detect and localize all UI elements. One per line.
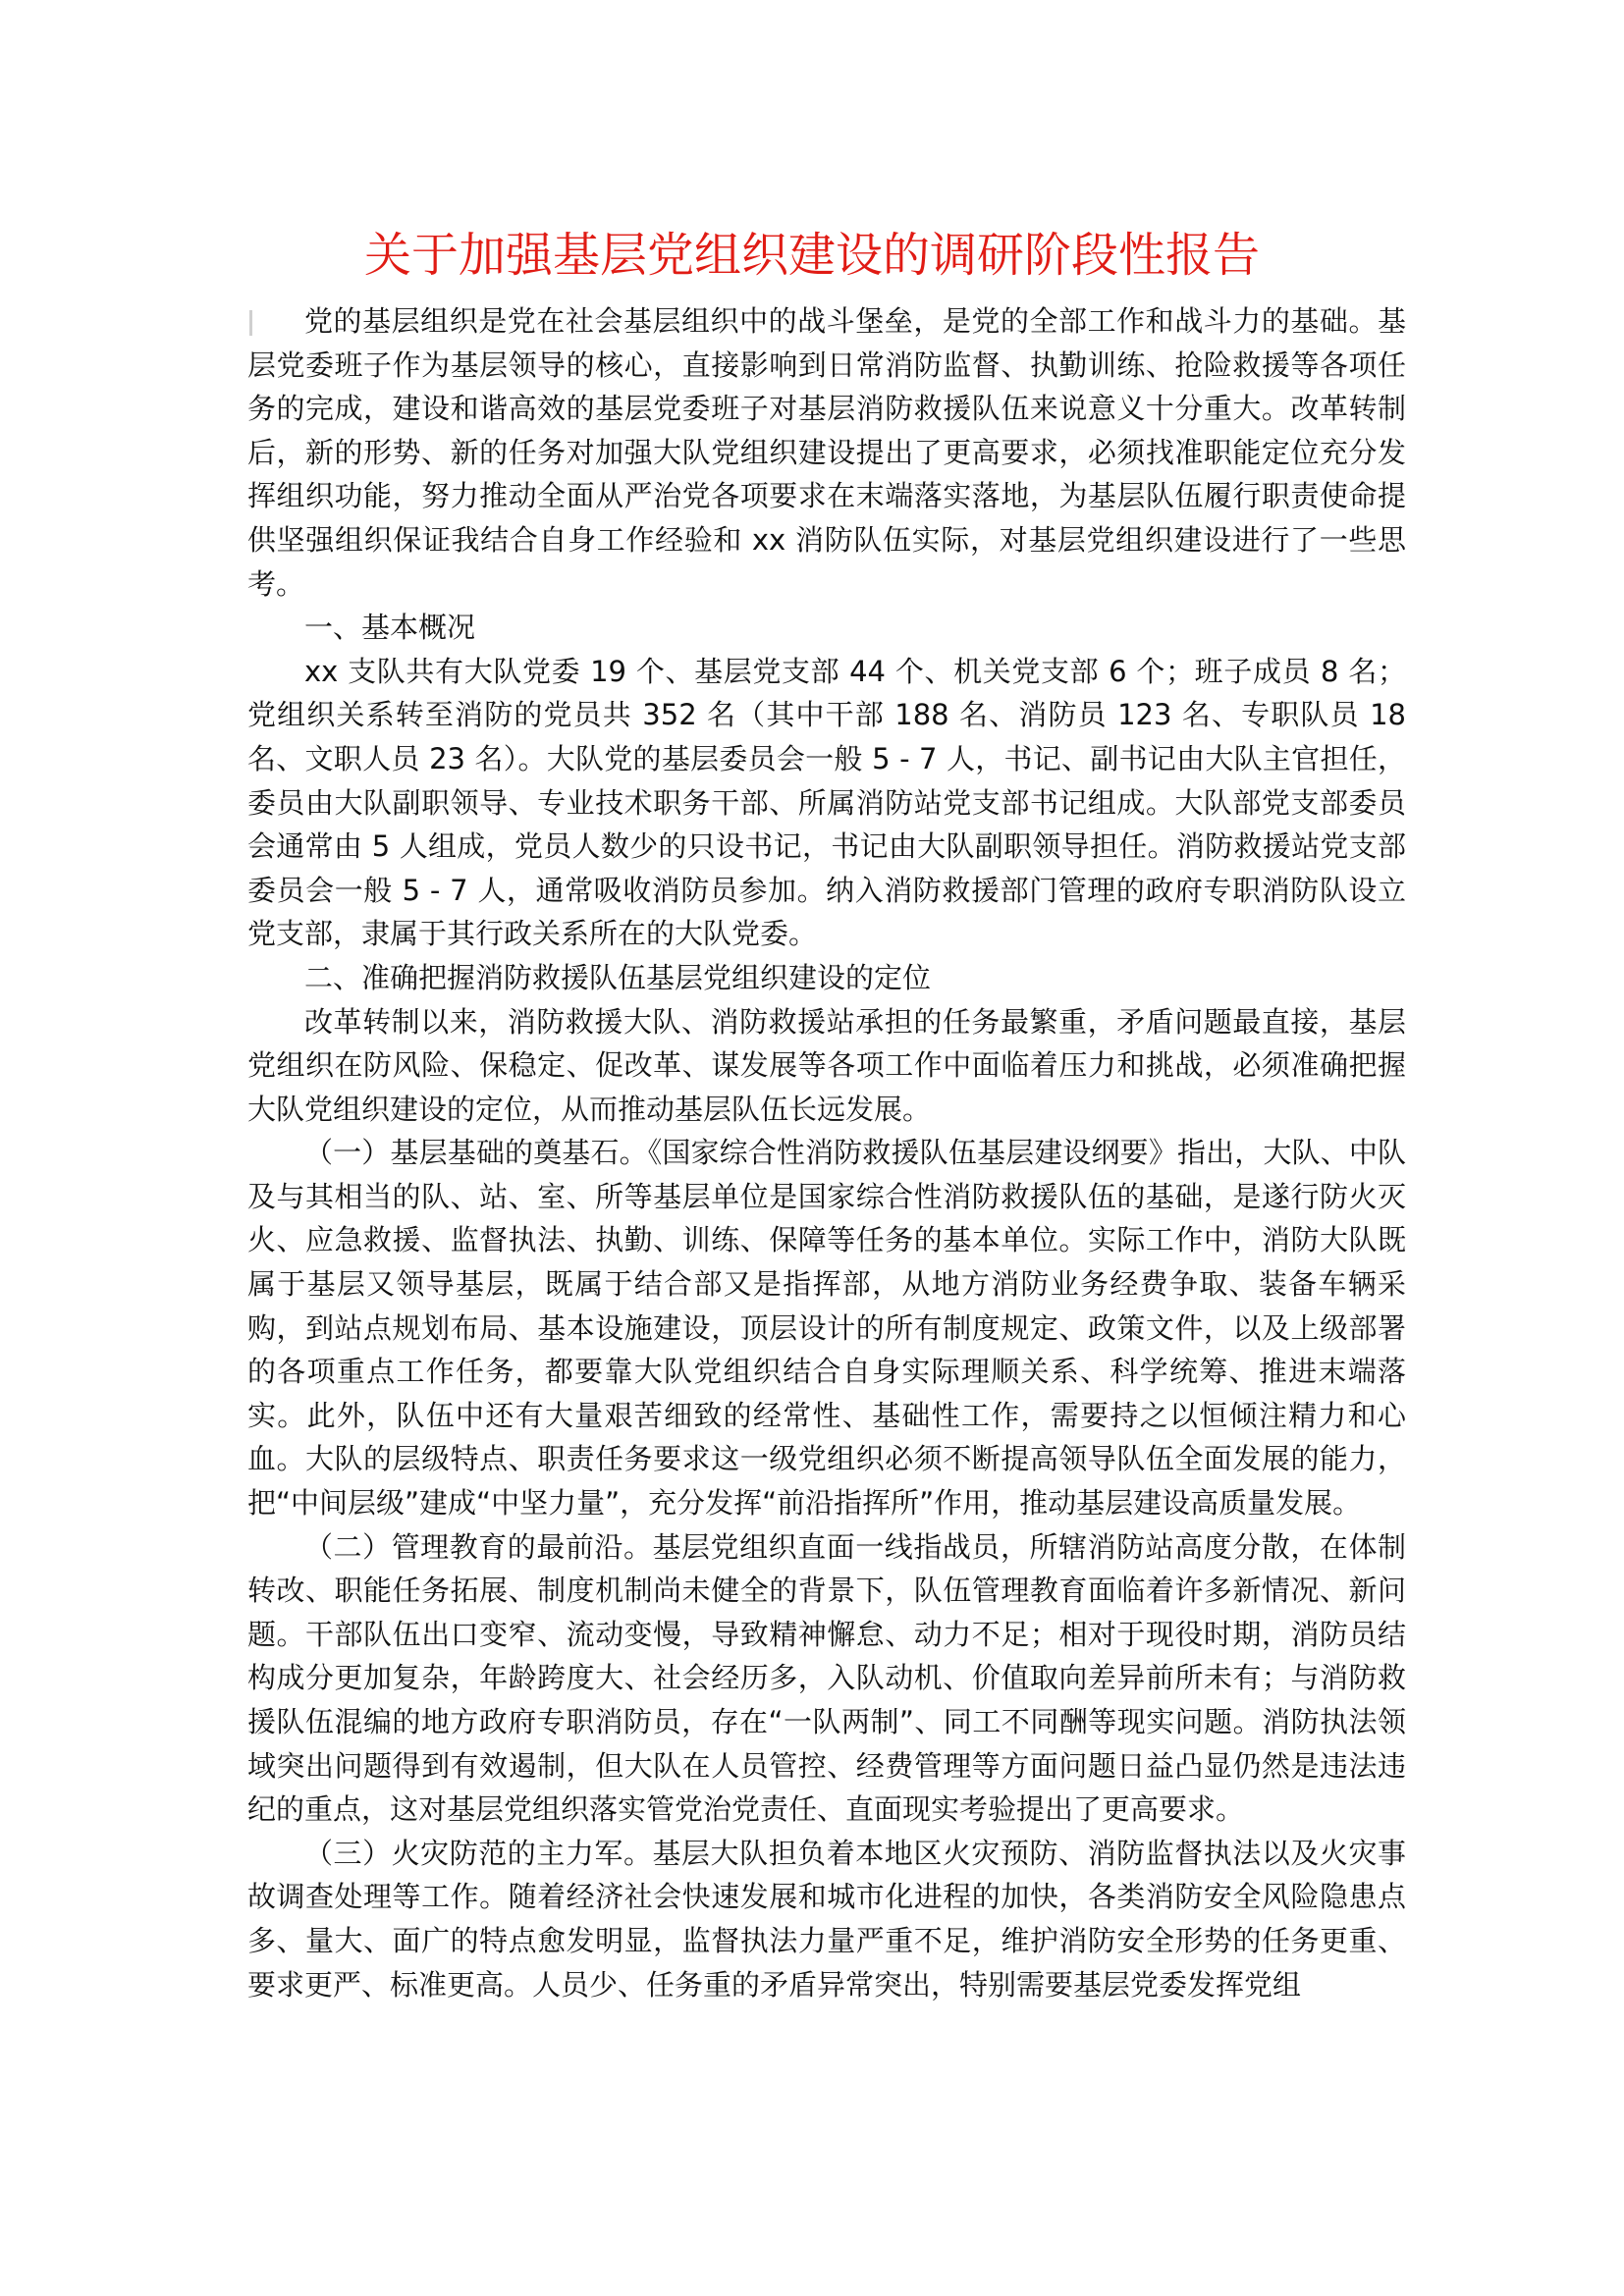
paragraph-subsection-2: （二）管理教育的最前沿。基层党组织直面一线指战员，所辖消防站高度分散，在体制转改、职能任务拓展、制度机制尚未健全的背景下，队伍管理教育面临着许多新情况、新问题。干部队伍出口变窄、流动变慢，导致精神懈怠、动力不足；相对于现役时期，消防员结构成分更加复杂，年龄跨度大、社会经历多，入队动机、价值取向差异前所未有；与消防救援队伍混编的地方政府专职消防员，存在“一队两制”、同工不同酬等现实问题。消防执法领域突出问题得到有效遏制，但大队在人员管控、经费管理等方面问题日益凸显仍然是违法违纪的重点，这对基层党组织落实管党治党责任、直面现实考验提出了更高要求。 — [247, 1529, 1406, 1827]
paragraph-overview: xx 支队共有大队党委 19 个、基层党支部 44 个、机关党支部 6 个；班子成员 8 名；党组织关系转至消防的党员共 352 名（其中干部 188 名、消防员 123 名、专职队员 18 名、文职人员 23 名）。大队党的基层委员会一般 5 - 7 人，书记、副书记由大队主官担任，委员由大队副职领导、专业技术职务干部、所属消防站党支部书记组成。大队部党支部委员会通常由 5 人组成，党员人数少的只设书记，书记由大队副职领导担任。消防救援站党支部委员会一般 5 - 7 人，通常吸收消防员参加。纳入消防救援部门管理的政府专职消防队设立党支部，隶属于其行政关系所在的大队党委。 — [247, 654, 1406, 951]
paragraph-intro: 党的基层组织是党在社会基层组织中的战斗堡垒，是党的全部工作和战斗力的基础。基层党委班子作为基层领导的核心，直接影响到日常消防监督、执勤训练、抢险救援等各项任务的完成，建设和谐高效的基层党委班子对基层消防救援队伍来说意义十分重大。改革转制后，新的形势、新的任务对加强大队党组织建设提出了更高要求，必须找准职能定位充分发挥组织功能，努力推动全面从严治党各项要求在末端落实落地，为基层队伍履行职责使命提供坚强组织保证我结合自身工作经验和 xx 消防队伍实际，对基层党组织建设进行了一些思考。 — [247, 304, 1406, 601]
document-title: 关于加强基层党组织建设的调研阶段性报告 — [363, 228, 1260, 283]
document-body — [247, 299, 1406, 2006]
paragraph-subsection-1: （一）基层基础的奠基石。《国家综合性消防救援队伍基层建设纲要》指出，大队、中队及与其相当的队、站、室、所等基层单位是国家综合性消防救援队伍的基础，是遂行防火灭火、应急救援、监督执法、执勤、训练、保障等任务的基本单位。实际工作中，消防大队既属于基层又领导基层，既属于结合部又是指挥部，从地方消防业务经费争取、装备车辆采购，到站点规划布局、基本设施建设，顶层设计的所有制度规定、政策文件，以及上级部署的各项重点工作任务，都要靠大队党组织结合自身实际理顺关系、科学统筹、推进末端落实。此外，队伍中还有大量艰苦细致的经常性、基础性工作，需要持之以恒倾注精力和心血。大队的层级特点、职责任务要求这一级党组织必须不断提高领导队伍全面发展的能力，把“中间层级”建成“中坚力量”，充分发挥“前沿指挥所”作用，推动基层建设高质量发展。 — [247, 1136, 1406, 1521]
section-heading-2: 二、准确把握消防救援队伍基层党组织建设的定位 — [304, 960, 932, 994]
section-heading-1: 一、基本概况 — [304, 611, 476, 645]
paragraph-subsection-3: （三）火灾防范的主力军。基层大队担负着本地区火灾预防、消防监督执法以及火灾事故调查处理等工作。随着经济社会快速发展和城市化进程的加快，各类消防安全风险隐患点多、量大、面广的特点愈发明显，监督执法力量严重不足，维护消防安全形势的任务更重、要求更严、标准更高。人员少、任务重的矛盾异常突出，特别需要基层党委发挥党组 — [247, 1836, 1406, 2002]
paragraph-positioning: 改革转制以来，消防救援大队、消防救援站承担的任务最繁重，矛盾问题最直接，基层党组织在防风险、保稳定、促改革、谋发展等各项工作中面临着压力和挑战，必须准确把握大队党组织建设的定位，从而推动基层队伍长远发展。 — [247, 1004, 1406, 1126]
